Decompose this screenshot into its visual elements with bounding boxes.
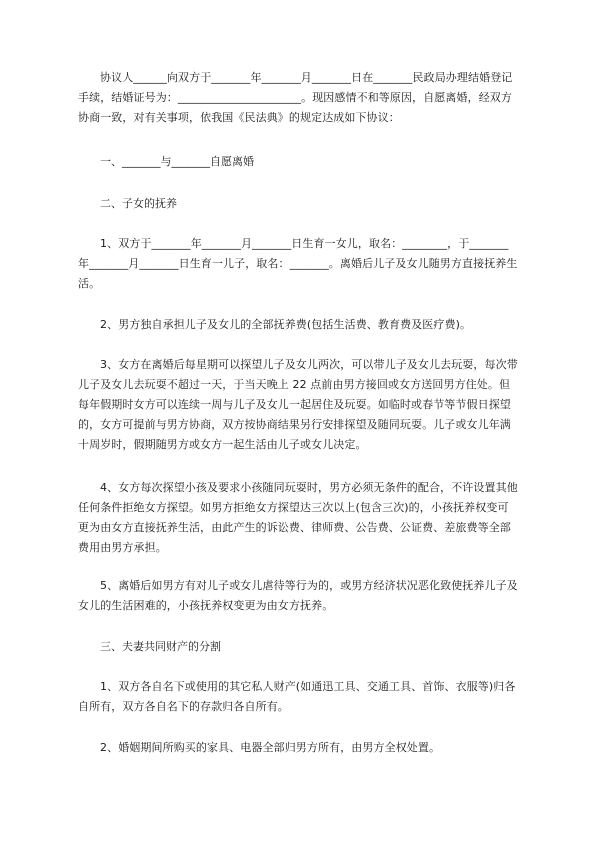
clause-2-4: 4、女方每次探望小孩及要求小孩随同玩耍时，男方必须无条件的配合，不许设置其他任何条件拒绝女方探望。如男方拒绝女方探望达三次以上(包含三次)的，小孩抚养权变可更为由女方直接抚养生活，由此产生的诉讼费、律师费、公告费、公证费、差旅费等全部费用由男方承担。 bbox=[78, 481, 518, 554]
clause-2-2: 2、男方独自承担儿子及女儿的全部抚养费(包括生活费、教育费及医疗费)。 bbox=[100, 318, 472, 331]
clause-2-3: 3、女方在离婚后每星期可以探望儿子及女儿两次，可以带儿子及女儿去玩耍，每次带儿子及女儿去玩耍不超过一天，于当天晚上 22 点前由男方接回或女方送回男方住处。但每年假期时女方可以连续一周与儿子及女儿一起居住及玩耍。如临时或春节等节假日探望的，女方可提前与男方协商，双方按协商结果另行安排探望及随同玩耍。儿子或女儿年满十周岁时，假期随男方或女方一起生活由儿子或女儿决定。 bbox=[78, 358, 518, 451]
section-three-heading: 三、夫妻共同财产的分割 bbox=[100, 640, 221, 653]
clause-3-1: 1、双方各自名下或使用的其它私人财产(如通迅工具、交通工具、首饰、衣服等)归各自所有，双方各自名下的存款归各自所有。 bbox=[78, 680, 516, 713]
clause-2-1: 1、双方于_______年_______月_______日生育一女儿，取名：________，于_______年_______月_______日生育一儿子，取名：_______。离婚后儿子及女儿随男方直接抚养生活。 bbox=[78, 237, 518, 290]
clause-2-5: 5、离婚后如男方有对儿子或女儿虐待等行为的，或男方经济状况恶化致使抚养儿子及女儿的生活困难的，小孩抚养权变更为由女方抚养。 bbox=[78, 579, 518, 612]
clause-3-2: 2、婚姻期间所购买的家具、电器全部归男方所有，由男方全权处置。 bbox=[100, 741, 441, 754]
section-two-heading: 二、子女的抚养 bbox=[100, 197, 177, 210]
intro-paragraph: 协议人______向双方于_______年_______月_______日在_______民政局办理结婚登记手续，结婚证号为：______________________。现因感情不和等原因，自愿离婚，经双方协商一致，对有关事项，依我国《民法典》的规定达成如下协议： bbox=[78, 71, 513, 124]
section-one-heading: 一、_______与_______自愿离婚 bbox=[100, 155, 254, 168]
